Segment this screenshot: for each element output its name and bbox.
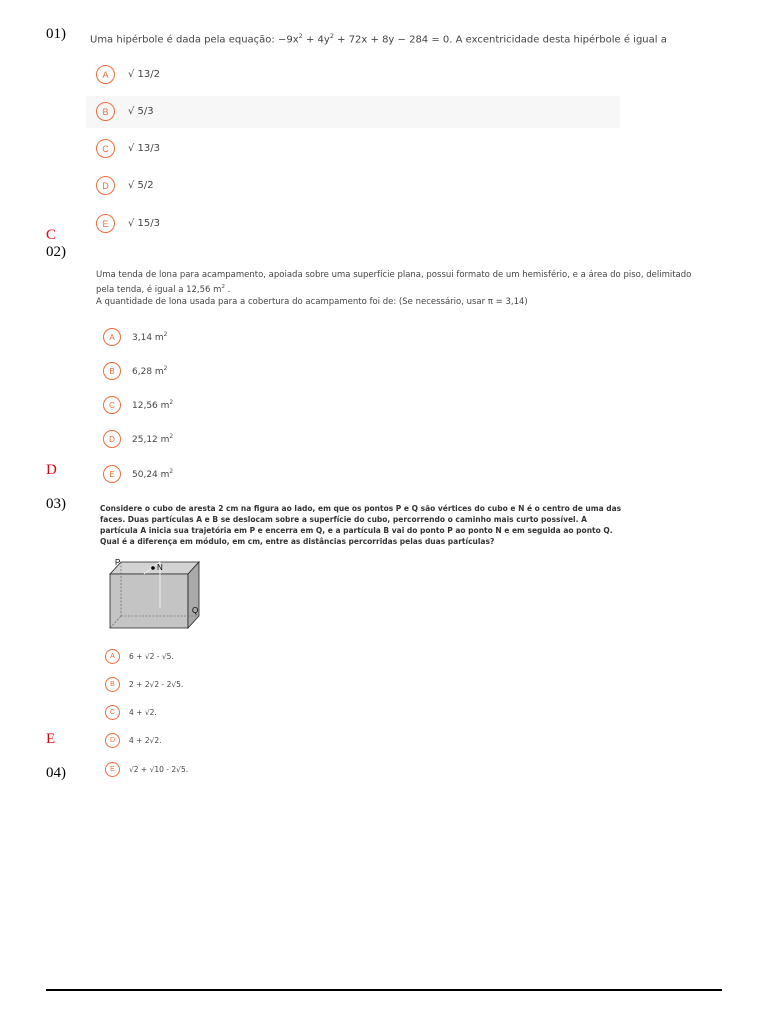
q2-option-a[interactable] [103,328,167,346]
question-number-02: 02) [46,244,66,260]
option-letter-circle: E [96,214,115,233]
q1-option-b[interactable] [96,102,154,121]
option-text: √ 5/2 [128,180,154,191]
option-text: 4 + 2√2. [129,736,162,745]
label-p: P [115,558,121,567]
q3-option-c[interactable] [105,705,157,720]
q3-option-d[interactable] [105,733,162,748]
question-01-text: Uma hipérbole é dada pela equação: $-9x^2 + 4y^2 + 72x + 8y - 284 = 0$. A excentricidade desta hipérbole é igual a [90,32,667,46]
cube-side-face [188,562,199,628]
option-text: √2 + √10 - 2√5. [129,765,189,774]
q1-option-e[interactable] [96,214,160,233]
answer-01: C [46,227,57,243]
option-letter-circle: B [105,677,120,692]
q1-option-c[interactable] [96,139,160,158]
option-hover-highlight [86,96,620,128]
question-number-01: 01) [46,26,66,42]
option-text: 2 + 2√2 - 2√5. [129,680,184,689]
q2-option-e[interactable] [103,465,173,483]
option-letter-circle: A [105,649,120,664]
question-number-03: 03) [46,496,66,512]
answer-03: E [46,731,56,747]
option-text: 4 + √2. [129,708,157,717]
cube-front-face [110,574,188,628]
option-text: 6,28 $m^2$ [132,365,168,377]
question-02-text: Uma tenda de lona para acampamento, apoiada sobre uma superfície plana, possui formato de um hemisfério, e a área do piso, delimitado pela tenda, é igual a 12,56 $m^2$ . A quantidade de lona usada para a cobertura do acampamento foi de: (Se necessário, usar π = 3,14) [96,270,692,307]
option-letter-circle: D [103,430,121,448]
option-letter-circle: C [103,396,121,414]
footer-rule [46,989,722,991]
option-letter-circle: A [103,328,121,346]
q3-option-a[interactable] [105,649,174,664]
option-letter-circle: A [96,65,115,84]
option-text: 25,12 $m^2$ [132,433,174,445]
option-letter-circle: C [105,705,120,720]
option-letter-circle: D [105,733,120,748]
q2-option-b[interactable] [103,362,167,380]
label-n: N [157,563,163,572]
question-number-04: 04) [46,765,66,781]
option-text: 50,24 $m^2$ [132,468,174,480]
option-letter-circle: D [96,176,115,195]
option-letter-circle: E [105,762,120,777]
q1-option-d[interactable] [96,176,154,195]
option-text: √ 13/3 [128,143,161,154]
cube-figure [106,556,206,632]
q3-option-b[interactable] [105,677,183,692]
option-text: 12,56 $m^2$ [132,399,174,411]
option-text: 6 + √2 - √5. [129,652,174,661]
q1-option-a[interactable] [96,65,160,84]
answer-02: D [46,462,57,478]
q2-option-d[interactable] [103,430,173,448]
option-text: √ 5/3 [128,106,154,117]
label-q: Q [192,606,199,615]
option-text: 3,14 $m^2$ [132,331,168,343]
option-text: √ 13/2 [128,69,161,80]
option-letter-circle: C [96,139,115,158]
option-letter-circle: B [96,102,115,121]
option-text: √ 15/3 [128,218,161,229]
q3-option-e[interactable] [105,762,188,777]
point-n-dot [151,566,155,570]
option-letter-circle: B [103,362,121,380]
q2-option-c[interactable] [103,396,173,414]
option-letter-circle: E [103,465,121,483]
question-03-text: Considere o cubo de aresta 2 cm na figura ao lado, em que os pontos P e Q são vértices do cubo e N é o centro de uma das faces. Duas partículas A e B se deslocam sobre a superfície do cubo, percorrendo o caminho mais curto possível. A partícula A inicia sua trajetória em P e encerra em Q, e a partícula B vai do ponto P ao ponto N e em seguida ao ponto Q. Qual é a diferença em módulo, em cm, entre as distâncias percorridas pelas duas partículas? [100,504,622,546]
